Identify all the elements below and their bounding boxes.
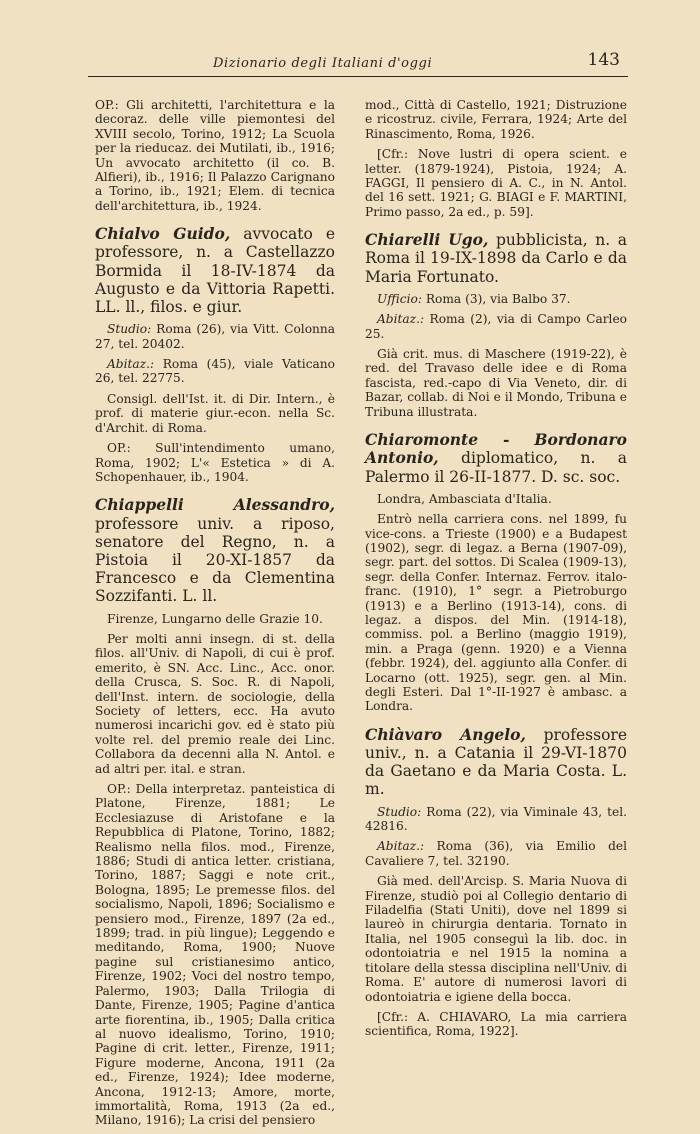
running-title: Dizionario degli Italiani d'oggi [213,56,433,71]
entry-heading-text: diplomatico, n. a Palermo il 26-II-1877. D. sc. soc. [365,449,627,486]
entry-name: Chiàvaro Angelo, [365,724,526,744]
entry-heading-chialvo [95,225,335,316]
entry-heading-chiappelli [95,496,335,605]
address-line: Londra, Ambasciata d'Italia. [377,491,552,506]
entry-heading-text: avvocato e professore, n. a Castellazzo Bormida il 18-IV-1874 da Augusto e da Vittoria Rapetti. LL. ll., filos. e giur. [95,225,335,317]
ops-text: OP.: Sull'intendimento umano, Roma, 1902; L'« Estetica » di A. Schopenhauer, ib., 1904. [95,441,335,484]
entry-name: Chiarelli Ugo, [365,230,489,250]
studio-line: Studio: Roma (22), via Viminale 43, tel. 42816. [365,804,628,834]
cfr-text: [Cfr.: A. CHIAVARO, La mia carriera scientifica, Roma, 1922]. [365,1009,627,1039]
running-header [88,50,628,77]
entry-name: Chiappelli Alessandro, [95,495,335,515]
bio-text: Già crit. mus. di Maschere (1919-22), è red. del Travaso delle idee e di Roma fascista, red.-capo di Via Veneto, dir. di Bazar, collab. di Noi e il Mondo, Tribuna e Tribuna illustrata. [365,347,627,419]
ops-continuation: OP.: Gli architetti, l'architettura e la decoraz. delle ville piemontesi del XVIII secolo, Torino, 1912; La Scuola per la rieducaz. dei Mutilati, ib., 1916; Un avvocato architetto (il co. B. Alfieri), ib., 1916; Il Palazzo Carignano a Torino, ib., 1921; Elem. di tecnica dell'architettura, ib., 1924. [95,98,335,213]
right-column [365,98,627,1045]
bio-text: Entrò nella carriera cons. nel 1899, fu vice-cons. a Trieste (1900) e a Budapest (1902), segr. di legaz. a Berna (1907-09), segr. part. del sottos. Di Scalea (1909-13), segr. della Confer. Internaz. Ferrov. italo-franc. (1910), 1° segr. a Pietroburgo (1913) e a Berlino (1913-14), cons. di legaz. a dispos. del Min. (1914-18), commiss. pol. a Berlino (maggio 1919), min. a Praga (genn. 1920) e a Vienna (febbr. 1924), del. aggiunto alla Confer. di Locarno (ott. 1925), segr. gen. al Min. degli Esteri. Dal 1°-II-1927 è ambasc. a Londra. [365,512,627,714]
entry-heading-text: professore univ. a riposo, senatore del Regno, n. a Pistoia il 20-XI-1857 da Francesco e da Clementina Sozzifanti. L. ll. [95,514,335,606]
entry-heading-chiarelli [365,231,627,286]
address-line: Firenze, Lungarno delle Grazie 10. [107,611,323,626]
entry-name: Chialvo Guido, [95,224,231,244]
abitaz-line: Abitaz.: Roma (2), via di Campo Carleo 25. [365,312,628,341]
studio-line: Studio: Roma (26), via Vitt. Colonna 27, tel. 20402. [95,322,335,351]
ops-text: OP.: Della interpretaz. panteistica di Platone, Firenze, 1881; Le Ecclesiazuse di Aristofane e la Repubblica di Platone, Torino, 1882; Realismo nella filos. mod., Firenze, 1886; Studi di antica letter. cristiana, Torino, 1887; Saggi e note crit., Bologna, 1895; Le premesse filos. del socialismo, Napoli, 1896; Socialismo e pensiero mod., Firenze, 1897 (2a ed., 1899; trad. in più lingue); Leggendo e meditando, Roma, 1900; Nuove pagine sul cristianesimo antico, Firenze, 1902; Voci del nostro tempo, Palermo, 1903; Dalla Trilogia di Dante, Firenze, 1905; Pagine d'antica arte fiorentina, ib., 1905; Dalla critica al nuovo idealismo, Torino, 1910; Pagine di crit. letter., Firenze, 1911; Figure moderne, Ancona, 1911 (2a ed., Firenze, 1924); Idee moderne, Ancona, 1912-13; Amore, morte, immortalità, Roma, 1913 (2a ed., Milano, 1916); La crisi del pensiero [95,782,335,1128]
left-column [95,98,335,1134]
bio-text: Già med. dell'Arcisp. S. Maria Nuova di Firenze, studiò poi al Collegio dentario di Filadelfia (Stati Uniti), dove nel 1899 si laureò in chirurgia dentaria. Tornato in Italia, nel 1905 conseguì la lib. doc. in odontoiatria e nel 1915 la nomina a titolare della stessa disciplina nell'Univ. di Roma. E' autore di numerosi lavori di odontoiatria e igiene della bocca. [365,874,627,1004]
abitaz-line: Abitaz.: Roma (45), viale Vaticano 26, tel. 22775. [95,357,335,386]
bio-text: Per molti anni insegn. di st. della filos. all'Univ. di Napoli, di cui è prof. emerito, è SN. Acc. Linc., Acc. onor. della Crusca, S. Soc. R. di Napoli, dell'Inst. intern. de sociologie, della Society of letters, ecc. Ha avuto numerosi incarichi gov. ed è stato più volte rel. del premio reale dei Linc. Collabora da decenni alla N. Antol. e ad altri per. ital. e stran. [95,631,335,776]
ufficio-line: Ufficio: Roma (3), via Balbo 37. [377,291,571,306]
entry-heading-chiaromonte [365,431,627,486]
ops-continuation: mod., Città di Castello, 1921; Distruzione e ricostruz. civile, Ferrara, 1924; Arte del Rinascimento, Roma, 1926. [365,98,627,141]
bio-text: Consigl. dell'Ist. it. di Dir. Intern., è prof. di materie giur.-econ. nella Sc. d'Archit. di Roma. [95,391,335,435]
page-number: 143 [587,50,620,70]
cfr-text: [Cfr.: Nove lustri di opera scient. e letter. (1879-1924), Pistoia, 1924; A. FAGGI, Il pensiero di A. C., in N. Antol. del 16 sett. 1921; G. BIAGI e F. MARTINI, Primo passo, 2a ed., p. 59]. [365,147,627,219]
entry-heading-text: professore univ., n. a Catania il 29-VI-1870 da Gaetano e da Maria Costa. L. m. [365,725,627,799]
entry-heading-chiavaro [365,726,627,799]
entry-name: Chiaromonte - Bordonaro Antonio, [365,430,627,468]
entry-heading-text: pubblicista, n. a Roma il 19-IX-1898 da Carlo e da Maria Fortunato. [365,231,627,286]
abitaz-line: Abitaz.: Roma (36), via Emilio del Cavaliere 7, tel. 32190. [365,839,628,868]
